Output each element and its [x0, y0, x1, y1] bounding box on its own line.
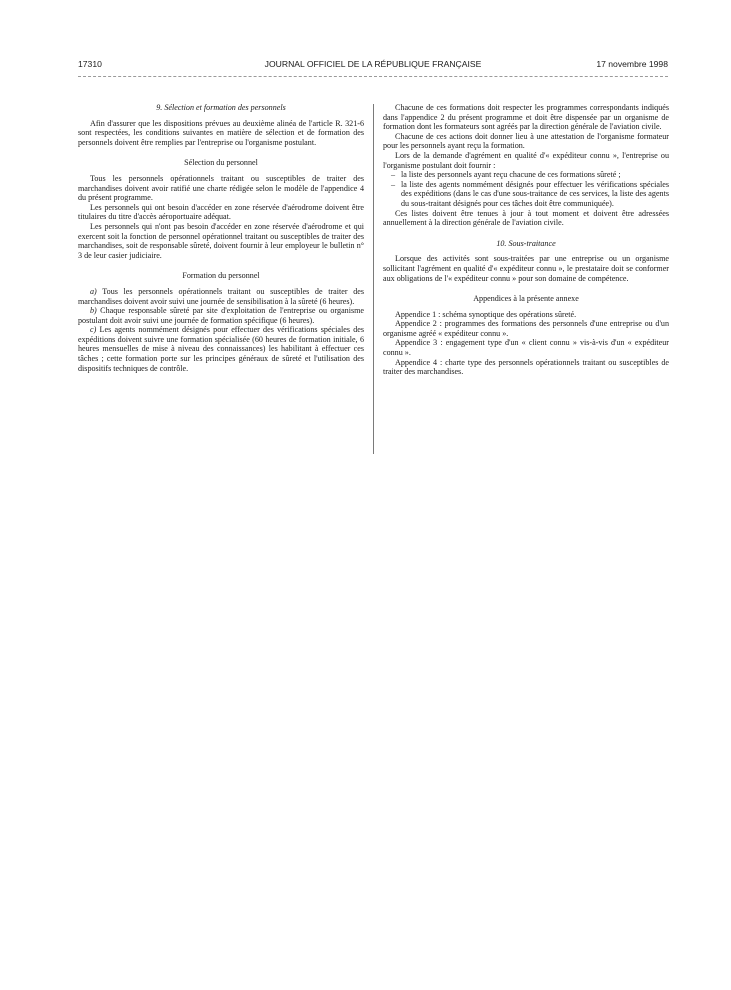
selection-title: Sélection du personnel: [184, 158, 258, 168]
right-column: [383, 103, 669, 377]
header-rule: [78, 76, 668, 77]
section9-title: 9. Sélection et formation des personnels: [156, 103, 286, 112]
right-paragraph-4: Ces listes doivent être tenues à jour à tout moment et doivent être adressées annuellement à la direction générale de l'aviation civile.: [383, 208, 669, 228]
formation-b-letter: b): [90, 306, 97, 316]
formation-a-letter: a): [90, 286, 97, 296]
right-paragraph-2: Chacune de ces actions doit donner lieu à une attestation de l'organisme formateur pour les personnels ayant reçu la formation.: [383, 131, 669, 151]
section10-title: 10. Sous-traitance: [496, 238, 556, 248]
formation-paragraph-c: [78, 325, 364, 373]
selection-paragraph-1: Tous les personnels opérationnels traitant ou susceptibles de traiter des marchandises doivent avoir ratifié une charte rédigée selon le modèle de l'appendice 4 du présent programme.: [78, 173, 364, 203]
appendix-item: Appendice 4 : charte type des personnels opérationnels traitant ou susceptibles de traiter des marchandises.: [383, 357, 669, 377]
right-paragraph-3: Lors de la demande d'agrément en qualité d'« expéditeur connu », l'entreprise ou l'organisme postulant doit fournir :: [383, 150, 669, 170]
formation-b-text: Chaque responsable sûreté par site d'exploitation de l'entreprise ou organisme postulant doit avoir suivi une journée de formation spécifique (6 heures).: [78, 306, 364, 325]
formation-title: Formation du personnel: [182, 271, 260, 281]
formation-paragraph-a: [78, 287, 364, 306]
section9-intro: Afin d'assurer que les dispositions prévues au deuxième alinéa de l'article R. 321-6 sont respectées, les conditions suivantes en matière de sélection et de formation des personnels doivent être remplies par l'entreprise ou l'organisme postulant.: [78, 118, 364, 147]
list-item: – la liste des personnels ayant reçu chacune de ces formations sûreté ;: [391, 170, 669, 180]
formation-paragraph-b: [78, 306, 364, 325]
list-item: – la liste des agents nommément désignés pour effectuer les vérifications spéciales des expéditions (dans le cas d'une sous-traitance de ces services, la liste des agents du sous-traitant désignés pour ces tâches doit être communiquée).: [391, 180, 669, 209]
selection-paragraph-3: Les personnels qui n'ont pas besoin d'accéder en zone réservée d'aérodrome et qui exercent soit la fonction de personnel opérationnel traitant ou susceptibles de traiter des marchandises, soit de responsable sûreté, doivent fournir à leur employeur le bulletin n° 3 de leur casier judiciaire.: [78, 221, 364, 260]
left-column: [78, 103, 364, 373]
issue-date: 17 novembre 1998: [596, 59, 668, 69]
journal-title: JOURNAL OFFICIEL DE LA RÉPUBLIQUE FRANÇAISE: [264, 59, 482, 69]
page-number: 17310: [78, 59, 102, 69]
appendices-title: Appendices à la présente annexe: [473, 294, 579, 304]
appendix-item: Appendice 1 : schéma synoptique des opérations sûreté.: [395, 309, 577, 319]
formation-c-text: Les agents nommément désignés pour effectuer des vérifications spéciales des expéditions doivent suivre une formation spécialisée (60 heures de formation initiale, 6 heures mensuelles de mise à niveau des connaissances) les habilitant à effectuer ces tâches ; cette formation porte sur les principes généraux de sûreté et l'utilisation des dispositifs techniques de contrôle.: [78, 325, 364, 373]
page-header: [78, 59, 668, 73]
appendix-item: Appendice 2 : programmes des formations des personnels d'une entreprise ou d'un organisme agréé « expéditeur connu ».: [383, 319, 669, 338]
column-divider: [373, 104, 374, 454]
appendix-item: Appendice 3 : engagement type d'un « client connu » vis-à-vis d'un « expéditeur connu ».: [383, 338, 669, 358]
section10-text: Lorsque des activités sont sous-traitées par une entreprise ou un organisme sollicitant l'agrément en qualité d'« expéditeur connu », le prestataire doit se conformer aux obligations de l'« expéditeur connu » pour son domaine de compétence.: [383, 254, 669, 283]
right-paragraph-1: Chacune de ces formations doit respecter les programmes correspondants indiqués dans l'appendice 2 du présent programme et doit être dispensée par un organisme de formation dont les formateurs sont agréés par la direction générale de l'aviation civile.: [383, 103, 669, 132]
selection-paragraph-2: Les personnels qui ont besoin d'accéder en zone réservée d'aérodrome doivent être titulaires du titre d'accès aéroportuaire adéquat.: [78, 202, 364, 222]
formation-c-letter: c): [90, 325, 97, 335]
formation-a-text: Tous les personnels opérationnels traitant ou susceptibles de traiter des marchandises doivent avoir suivi une journée de sensibilisation à la sûreté (6 heures).: [78, 286, 364, 306]
required-lists: [383, 170, 669, 208]
